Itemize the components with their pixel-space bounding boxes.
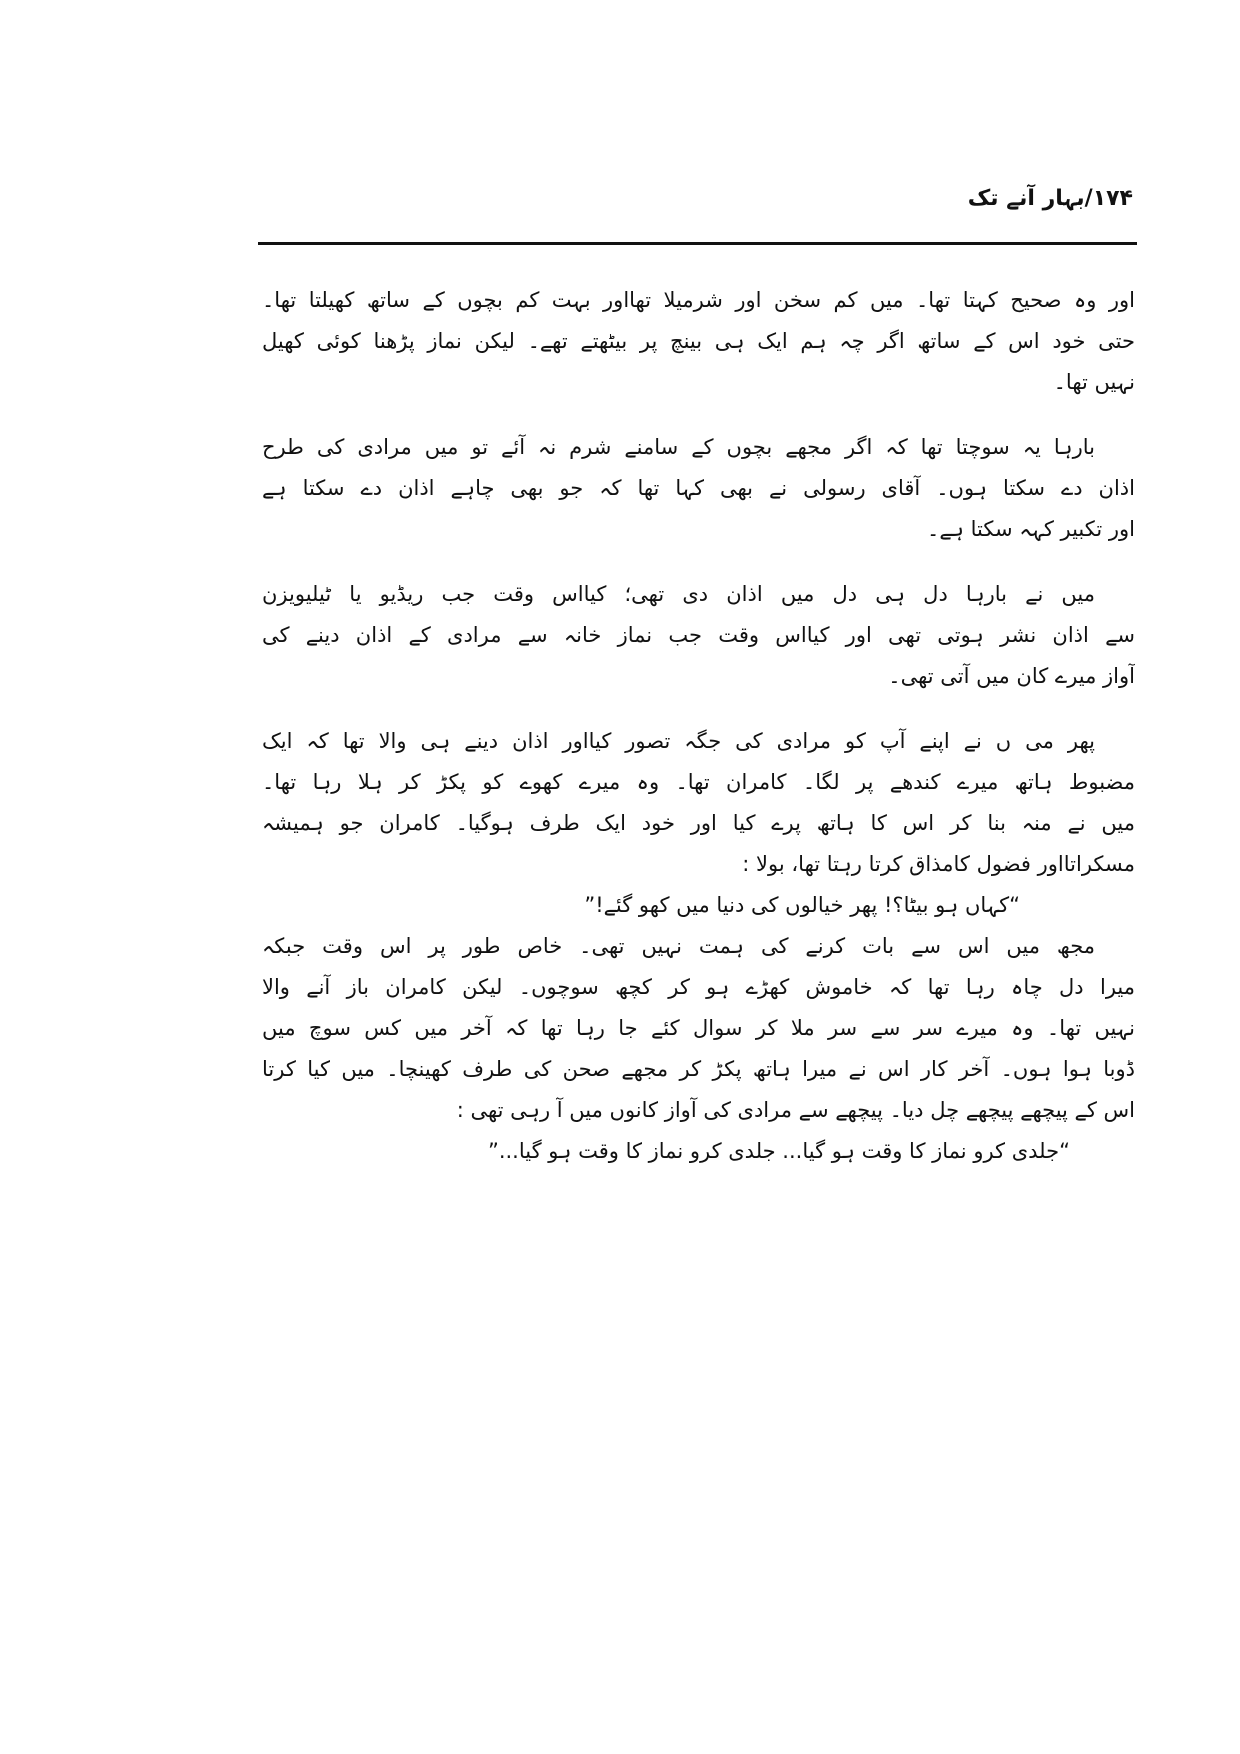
paragraph <box>262 280 1135 403</box>
quote-line: “کہاں ہو بیٹا؟! پھر خیالوں کی دنیا میں کھو گئے!” <box>584 893 1020 917</box>
quote-line: “جلدی کرو نماز کا وقت ہو گیا... جلدی کرو نماز کا وقت ہو گیا...” <box>487 1139 1070 1163</box>
text-line: ڈوبا ہوا ہوں۔ آخر کار اس نے میرا ہاتھ پکڑ کر مجھے صحن کی طرف کھینچا۔ میں کیا کرتا <box>262 1057 1135 1081</box>
text-line: میں نے بارہا دل ہی دل میں اذان دی تھی؛ کیااس وقت جب ریڈیو یا ٹیلیویزن <box>262 582 1095 606</box>
text-line: مضبوط ہاتھ میرے کندھے پر لگا۔ کامران تھا۔ وہ میرے کھوے کو پکڑ کر ہلا رہا تھا۔ <box>262 770 1135 794</box>
text-line: نہیں تھا۔ <box>1053 370 1135 394</box>
paragraph <box>262 721 1135 885</box>
quoted-speech <box>262 1131 1135 1172</box>
quoted-speech <box>262 885 1135 926</box>
text-line: حتی خود اس کے ساتھ اگر چہ ہم ایک ہی بینچ پر بیٹھتے تھے۔ لیکن نماز پڑھنا کوئی کھیل <box>262 329 1135 353</box>
text-line: آواز میرے کان میں آتی تھی۔ <box>888 664 1135 688</box>
header-rule <box>258 242 1137 245</box>
page-body <box>262 280 1135 1172</box>
text-line: پھر می ں نے اپنے آپ کو مرادی کی جگہ تصور کیااور اذان دینے ہی والا تھا کہ ایک <box>262 729 1095 753</box>
text-line: نہیں تھا۔ وہ میرے سر سے سر ملا کر سوال کئے جا رہا تھا کہ آخر میں کس سوچ میں <box>262 1016 1135 1040</box>
paragraph <box>262 574 1135 697</box>
text-line: مسکراتااور فضول کامذاق کرتا رہتا تھا، بولا : <box>742 852 1135 876</box>
paragraph <box>262 926 1135 1131</box>
text-line: مجھ میں اس سے بات کرنے کی ہمت نہیں تھی۔ خاص طور پر اس وقت جبکہ <box>262 934 1095 958</box>
text-line: اس کے پیچھے پیچھے چل دیا۔ پیچھے سے مرادی کی آواز کانوں میں آ رہی تھی : <box>456 1098 1135 1122</box>
paragraph <box>262 427 1135 550</box>
text-line: بارہا یہ سوچتا تھا کہ اگر مجھے بچوں کے سامنے شرم نہ آئے تو میں مرادی کی طرح <box>262 435 1095 459</box>
text-line: اور تکبیر کہہ سکتا ہے۔ <box>927 517 1135 541</box>
text-line: اذان دے سکتا ہوں۔ آقای رسولی نے بھی کہا تھا کہ جو بھی چاہے اذان دے سکتا ہے <box>262 476 1135 500</box>
text-line: میرا دل چاہ رہا تھا کہ خاموش کھڑے ہو کر کچھ سوچوں۔ لیکن کامران باز آنے والا <box>262 975 1135 999</box>
text-line: اور وہ صحیح کہتا تھا۔ میں کم سخن اور شرمیلا تھااور بہت کم بچوں کے ساتھ کھیلتا تھا۔ <box>262 288 1135 312</box>
text-line: میں نے منہ بنا کر اس کا ہاتھ پرے کیا اور خود ایک طرف ہوگیا۔ کامران جو ہمیشہ <box>262 811 1135 835</box>
text-line: سے اذان نشر ہوتی تھی اور کیااس وقت جب نماز خانہ سے مرادی کے اذان دینے کی <box>262 623 1135 647</box>
running-header: ۱۷۴/بہار آنے تک <box>967 186 1133 211</box>
